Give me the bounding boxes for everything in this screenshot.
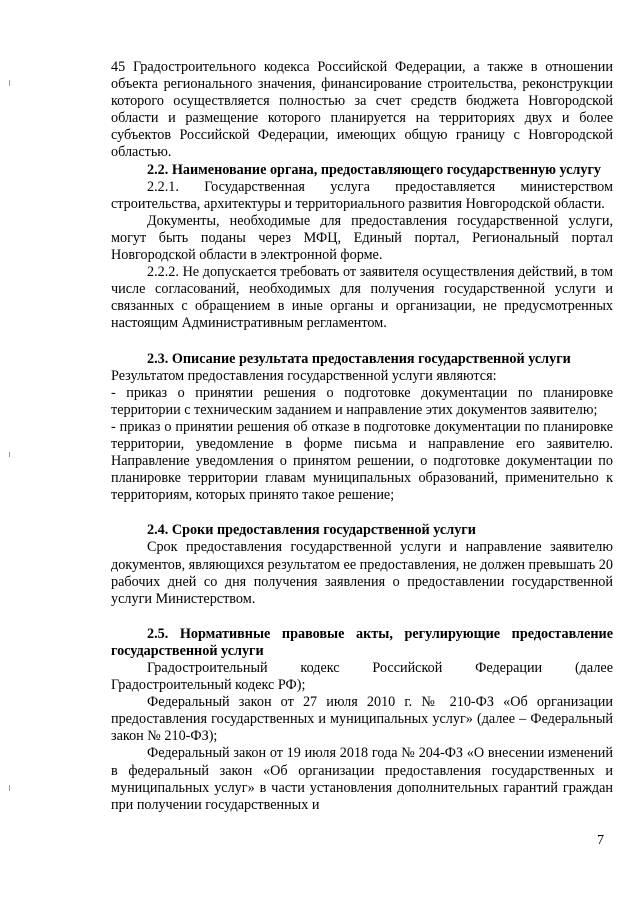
list-item: - приказ о принятии решения о подготовке документации по планировке территории с техническим заданием и направление этих документов заявителю; xyxy=(111,384,613,418)
paragraph: Федеральный закон от 19 июля 2018 года № 204-ФЗ «О внесении изменений в федеральный закон «Об организации предоставления государственных и муниципальных услуг» в части установления дополнительных гарантий граждан при получении государственных и xyxy=(111,745,613,813)
paragraph: Градостроительный кодекс Российской Федерации (далее Градостроительный кодекс РФ); xyxy=(111,660,613,694)
list-item: - приказ о принятии решения об отказе в подготовке документации по планировке территории, уведомление в форме письма и направление его заявителю. Направление уведомления о принятом решении, о подготовке документации по планировке территории главам муниципальных образований, применительно к территориям, которых принято такое решение; xyxy=(111,418,613,504)
paragraph: Срок предоставления государственной услуги и направление заявителю документов, являющихся результатом ее предоставления, не должен превышать 20 рабочих дней со дня получения заявления о предоставлении государственной услуги Министерством. xyxy=(111,539,613,607)
scan-margin-mark xyxy=(9,452,10,457)
section-heading-2-4: 2.4. Сроки предоставления государственной услуги xyxy=(147,522,476,539)
page-number: 7 xyxy=(597,833,604,848)
document-body xyxy=(111,59,613,814)
section-heading-2-5: 2.5. Нормативные правовые акты, регулирующие предоставление государственной услуги xyxy=(111,625,613,659)
section-heading-2-2: 2.2. Наименование органа, предоставляющего государственную услугу xyxy=(147,161,602,178)
paragraph: 2.2.2. Не допускается требовать от заявителя осуществления действий, в том числе согласований, необходимых для получения государственной услуги и связанных с обращением в иные органы и организации, не предусмотренных настоящим Административным регламентом. xyxy=(111,264,613,332)
paragraph: Федеральный закон от 27 июля 2010 г. № 210-ФЗ «Об организации предоставления государственных и муниципальных услуг» (далее – Федеральный закон № 210-ФЗ); xyxy=(111,694,613,745)
paragraph: 45 Градостроительного кодекса Российской Федерации, а также в отношении объекта регионального значения, финансирование строительства, реконструкции которого осуществляется полностью за счет средств бюджета Новгородской области и размещение которого планируется на территориях двух и более субъектов Российской Федерации, имеющих общую границу с Новгородской областью. xyxy=(111,59,613,161)
paragraph: Результатом предоставления государственной услуги являются: xyxy=(111,367,497,384)
paragraph: 2.2.1. Государственная услуга предоставляется министерством строительства, архитектуры и территориального развития Новгородской области. xyxy=(111,178,613,212)
scan-margin-mark xyxy=(9,80,10,86)
section-heading-2-3: 2.3. Описание результата предоставления государственной услуги xyxy=(147,350,571,367)
paragraph: Документы, необходимые для предоставления государственной услуги, могут быть поданы через МФЦ, Единый портал, Региональный портал Новгородской области в электронной форме. xyxy=(111,212,613,264)
scan-margin-mark xyxy=(9,785,10,791)
